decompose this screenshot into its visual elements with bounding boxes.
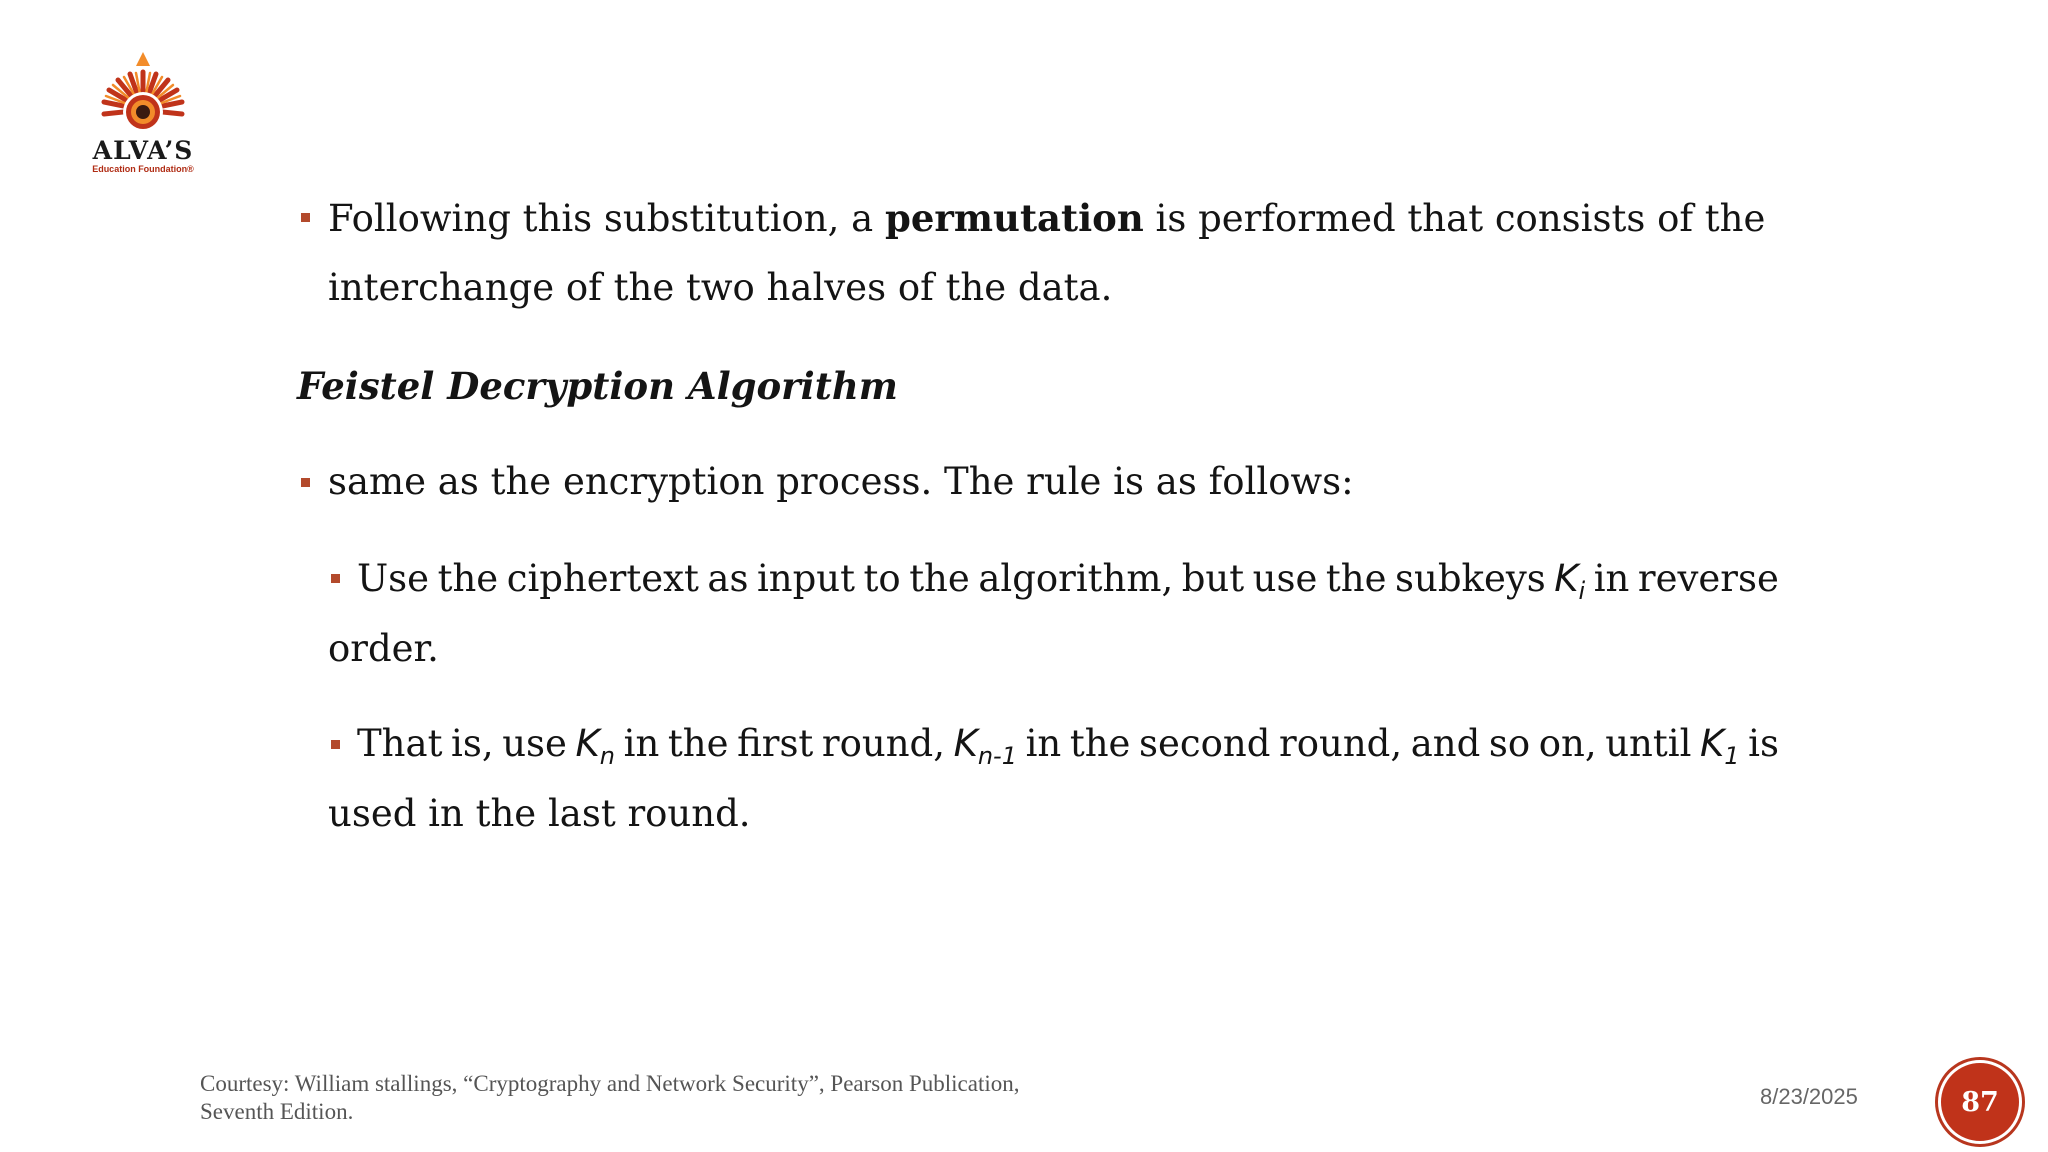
subkey-symbol-n-minus-1-subscript: n-1: [977, 742, 1017, 770]
word: ciphertext: [506, 557, 699, 600]
subbullet1-line2: order.: [328, 627, 439, 670]
courtesy-line2: Seventh Edition.: [200, 1099, 354, 1124]
subbullet2-line2: used in the last round.: [328, 792, 751, 835]
word: on,: [1538, 722, 1597, 765]
word: That: [357, 722, 443, 765]
section-heading: Feistel Decryption Algorithm: [297, 364, 898, 408]
logo-name: ALVA’S: [92, 136, 194, 165]
word: but: [1181, 557, 1245, 600]
word: until: [1605, 722, 1692, 765]
subkey-symbol-n-subscript: n: [599, 742, 616, 770]
word: the: [667, 722, 729, 765]
subkey-symbol-n-minus-1: [954, 722, 1017, 778]
word: round,: [1279, 722, 1403, 765]
word: in: [1593, 557, 1630, 600]
subbullet-marker: [331, 740, 340, 749]
word: reverse: [1637, 557, 1779, 600]
word: the: [909, 557, 970, 600]
word: and: [1410, 722, 1481, 765]
subkey-symbol-letter: K: [1554, 557, 1579, 600]
bullet1-line1: [328, 196, 1765, 241]
bullet-marker: [301, 478, 310, 487]
subkey-symbol-n-minus-1-letter: K: [953, 722, 978, 765]
word: as: [707, 557, 749, 600]
subkey-symbol-n-letter: K: [575, 722, 600, 765]
word: Use: [357, 557, 430, 600]
subkey-symbol-1-subscript: 1: [1724, 742, 1740, 770]
bullet2-text: same as the encryption process. The rule is as follows:: [328, 460, 1354, 503]
bullet1-line2: interchange of the two halves of the data.: [328, 266, 1113, 309]
word: in: [623, 722, 660, 765]
subbullet-marker: [331, 574, 340, 583]
word: use: [1252, 557, 1318, 600]
word: input: [756, 557, 855, 600]
bullet-marker: [301, 213, 310, 222]
slide-date: 8/23/2025: [1760, 1084, 1858, 1109]
word: round,: [821, 722, 945, 765]
word: is,: [451, 722, 494, 765]
word: first: [737, 722, 814, 765]
word: the: [1069, 722, 1131, 765]
subbullet1-line1: [357, 557, 1779, 613]
page-number: 87: [1961, 1086, 1999, 1118]
word: algorithm,: [978, 557, 1174, 600]
subkey-symbol-1: [1700, 722, 1740, 778]
word: the: [1325, 557, 1387, 600]
word: is: [1748, 722, 1779, 765]
word: to: [863, 557, 901, 600]
bullet1-text-pre: Following this substitution, a: [328, 197, 885, 240]
courtesy-citation: [200, 1070, 1200, 1126]
bullet1-text-post: is performed that consists of the: [1143, 197, 1766, 240]
word: the: [437, 557, 499, 600]
subbullet2-line1: [357, 722, 1779, 778]
bullet1-bold-term: permutation: [884, 196, 1144, 240]
alvas-logo: [68, 50, 218, 180]
word: so: [1488, 722, 1531, 765]
subkey-symbol-n: [576, 722, 615, 778]
subkey-symbol-1-letter: K: [1700, 722, 1725, 765]
courtesy-line1: Courtesy: William stallings, “Cryptography and Network Security”, Pearson Publication,: [200, 1071, 1020, 1096]
word: use: [502, 722, 567, 765]
word: second: [1139, 722, 1271, 765]
word: in: [1025, 722, 1062, 765]
word: subkeys: [1395, 557, 1546, 600]
page-number-badge: [1938, 1060, 2022, 1144]
subkey-symbol-subscript: i: [1578, 577, 1586, 605]
logo-subtitle: Education Foundation®: [92, 164, 194, 174]
sunburst-emblem-icon: [68, 50, 218, 140]
subkey-symbol: [1554, 557, 1585, 613]
